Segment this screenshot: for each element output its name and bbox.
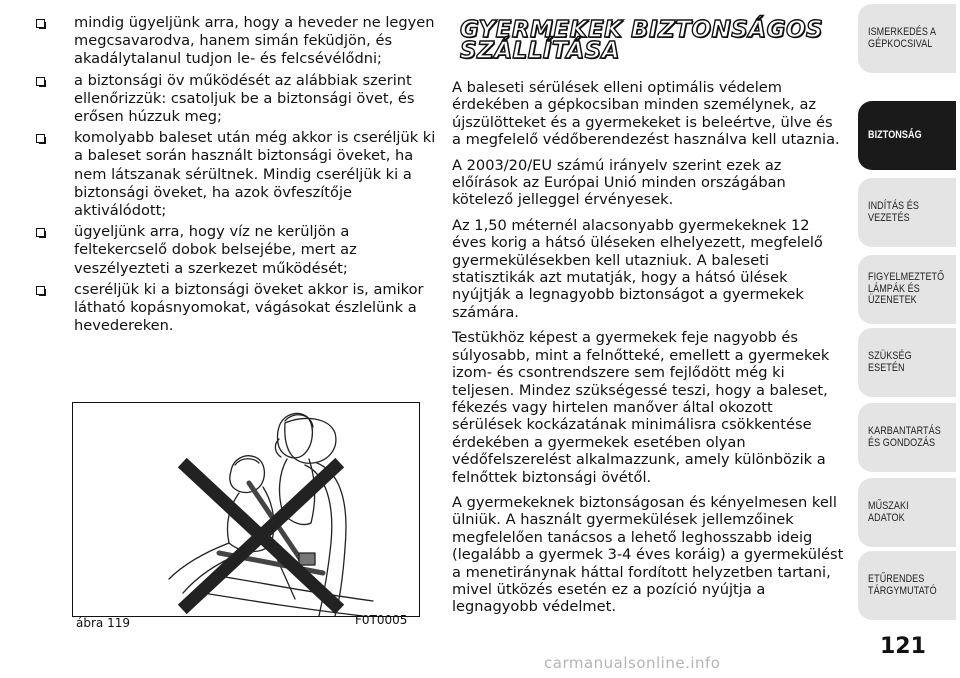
child-seat-illustration [73, 403, 419, 616]
tab-targymutato[interactable]: ETŰRENDES TÁRGYMUTATÓ [858, 551, 956, 620]
section-title-line-1: GYERMEKEK BIZTONSÁGOS [460, 17, 824, 43]
tab-inditas[interactable]: INDÍTÁS ÉS VEZETÉS [858, 178, 956, 247]
bullet-box-icon [36, 134, 45, 143]
bullet-item: ügyeljünk arra, hogy víz ne kerüljön a feltekercselő dobok belsejébe, mert az veszélyezteti a szerkezet működését; [32, 223, 444, 278]
paragraph: A gyermekeknek biztonságosan és kényelmesen kell ülniük. A használt gyermekülések jellemzőinek megfelelően tanácsos a lehető leghosszabb ideig (legalább a gyermek 3-4 éves koráig) a gyermekülést a menetiránynak háttal fordított helyzetben tartani, mivel ütközés esetén ez a pozíció nyújtja a legnagyobb védelmet. [452, 493, 844, 616]
page-number: 121 [880, 634, 926, 659]
tab-ismerkedes[interactable]: ISMERKEDÉS A GÉPKOCSIVAL [858, 4, 956, 73]
tab-muszaki[interactable]: MŰSZAKI ADATOK [858, 478, 956, 547]
paragraph: Az 1,50 méternél alacsonyabb gyermekeknek 12 éves korig a hátsó üléseken elhelyezett, megfelelő gyermekülésekben kell utazniuk. A baleseti statisztikák azt mutatják, hogy a hátsó ülések nyújtják a legnagyobb biztonságot a gyermekek számára. [452, 216, 823, 321]
bullet-box-icon [36, 228, 45, 237]
figure-child-belt-crossed [72, 402, 420, 617]
section-title [460, 17, 840, 64]
bullet-box-icon [36, 19, 45, 28]
bullet-box-icon [36, 286, 45, 295]
cross-out-mark [187, 467, 335, 605]
bullet-box-icon [36, 77, 45, 86]
bullet-item: mindig ügyeljünk arra, hogy a heveder ne legyen megcsavarodva, hanem simán feküdjön, és akadálytalanul tudjon le- és felcsévélődni; [32, 14, 444, 69]
bullet-item: cseréljük ki a biztonsági öveket akkor is, amikor látható kopásnyomokat, vágásokat észlelünk a hevedereken. [32, 281, 444, 336]
bullet-item: komolyabb baleset után még akkor is cseréljük ki a baleset során használt biztonsági öveket, ha nem látszanak sérültnek. Mindig cseréljük ki a biztonsági öveket, ha azok övfeszítője aktiválódott; [32, 129, 444, 220]
tab-biztonsag[interactable]: BIZTONSÁG [858, 101, 956, 170]
tab-figyelmezteto[interactable]: FIGYELMEZTETŐ LÁMPÁK ÉS ÜZENETEK [858, 255, 956, 324]
figure-label: ábra 119 [76, 616, 130, 630]
tab-szukseg[interactable]: SZÜKSÉG ESETÉN [858, 328, 956, 397]
tab-karbantartas[interactable]: KARBANTARTÁS ÉS GONDOZÁS [858, 403, 956, 472]
section-title-line-2: SZÁLLÍTÁSA [460, 38, 620, 64]
paragraph: Testükhöz képest a gyermekek feje nagyobb és súlyosabb, mint a felnőtteké, emellett a gyermekek izom- és csontrendszere sem fejlődött még ki teljesen. Mindez szükségessé teszi, hogy a baleset, fékezés vagy hirtelen manőver által okozott sérülések kockázatának minimálisra csökkentése érdekében a gyermekek esetében olyan védőfelszerelést alkalmazzunk, amely különbözik a felnőttek biztonsági övétől. [452, 329, 830, 486]
figure-code: F0T0005 [355, 613, 408, 627]
paragraph: A baleseti sérülések elleni optimális védelem érdekében a gépkocsiban minden személynek, az újszülötteket és a gyermekeket is beleértve, ülve és a megfelelő védőberendezést használva kell utaznia. [452, 79, 840, 149]
paragraph: A 2003/20/EU számú irányelv szerint ezek az előírások az Európai Unió minden országában kötelező jelleggel érvényesek. [452, 156, 786, 209]
bullet-item: a biztonsági öv működését az alábbiak szerint ellenőrizzük: csatoljuk be a biztonsági övet, és erősen húzzuk meg; [32, 72, 444, 127]
watermark: carmanualsonline.info [544, 654, 721, 672]
bullet-list [32, 14, 444, 338]
section-body [452, 79, 844, 624]
chapter-tabs [858, 0, 960, 678]
